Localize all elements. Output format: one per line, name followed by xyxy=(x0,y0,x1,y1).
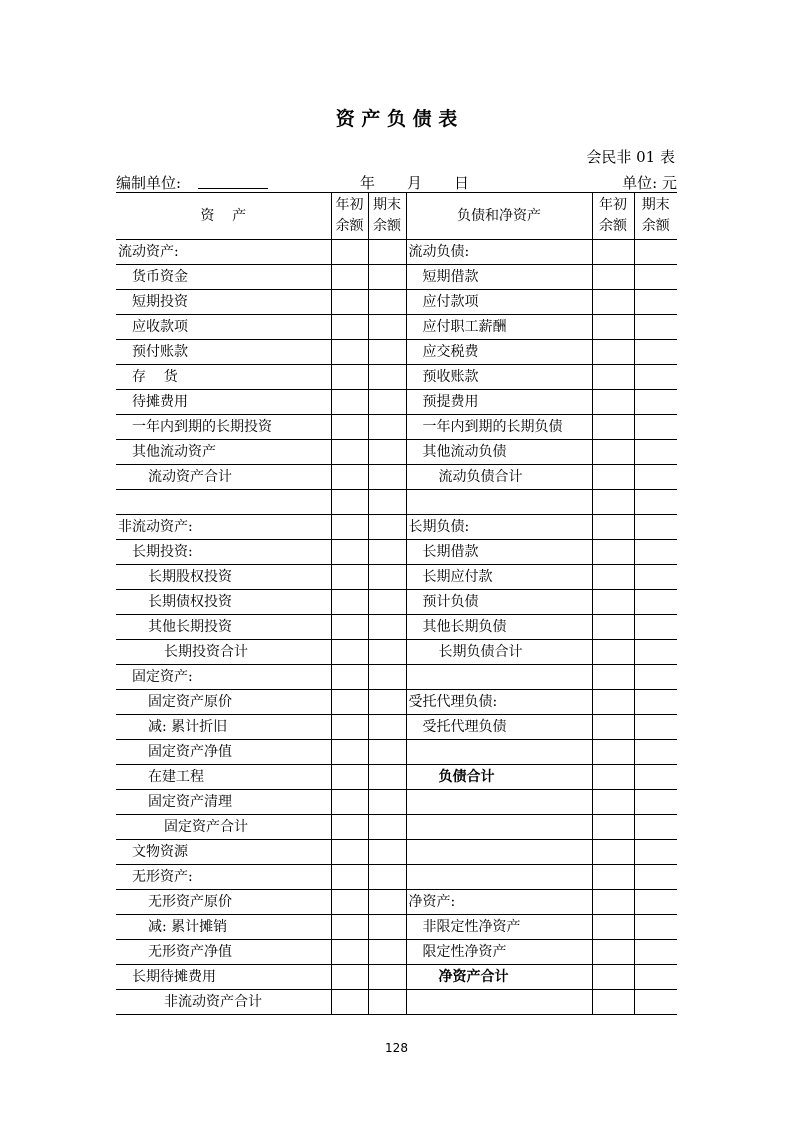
liability-begin-value[interactable] xyxy=(592,740,634,765)
liability-end-value[interactable] xyxy=(634,315,677,340)
liability-begin-value[interactable] xyxy=(592,590,634,615)
liability-end-value[interactable] xyxy=(634,240,677,265)
asset-begin-value[interactable] xyxy=(331,965,368,990)
page-title: 资 产 负 债 表 xyxy=(335,108,458,130)
liability-end-value[interactable] xyxy=(634,340,677,365)
asset-end-value[interactable] xyxy=(368,465,406,490)
asset-end-value[interactable] xyxy=(368,740,406,765)
table-row xyxy=(116,290,677,315)
table-row xyxy=(116,315,677,340)
asset-begin-value[interactable] xyxy=(331,890,368,915)
asset-begin-value[interactable] xyxy=(331,940,368,965)
table-row xyxy=(116,790,677,815)
asset-begin-value[interactable] xyxy=(331,565,368,590)
liability-item-label: 负债合计 xyxy=(406,765,592,790)
asset-end-value[interactable] xyxy=(368,690,406,715)
liability-end-value[interactable] xyxy=(634,565,677,590)
table-row xyxy=(116,915,677,940)
asset-end-value[interactable] xyxy=(368,515,406,540)
asset-begin-value[interactable] xyxy=(331,690,368,715)
liability-item-label xyxy=(406,815,592,840)
liability-begin-value[interactable] xyxy=(592,790,634,815)
liability-begin-value[interactable] xyxy=(592,415,634,440)
liability-begin-value[interactable] xyxy=(592,940,634,965)
asset-begin-value[interactable] xyxy=(331,840,368,865)
liability-end-value[interactable] xyxy=(634,865,677,890)
asset-item-label: 非流动资产合计 xyxy=(116,990,331,1015)
liability-end-value[interactable] xyxy=(634,590,677,615)
asset-begin-value[interactable] xyxy=(331,715,368,740)
asset-end-value[interactable] xyxy=(368,890,406,915)
liability-end-value[interactable] xyxy=(634,640,677,665)
table-row xyxy=(116,340,677,365)
table-row xyxy=(116,265,677,290)
table-row xyxy=(116,740,677,765)
asset-end-value[interactable] xyxy=(368,240,406,265)
liability-end-value[interactable] xyxy=(634,815,677,840)
liability-begin-value[interactable] xyxy=(592,390,634,415)
asset-end-value[interactable] xyxy=(368,590,406,615)
table-row xyxy=(116,615,677,640)
liability-item-label: 其他流动负债 xyxy=(406,440,592,465)
asset-end-value[interactable] xyxy=(368,840,406,865)
table-row xyxy=(116,965,677,990)
asset-begin-value[interactable] xyxy=(331,390,368,415)
liability-begin-value[interactable] xyxy=(592,340,634,365)
liability-item-label: 应付款项 xyxy=(406,290,592,315)
liability-end-value[interactable] xyxy=(634,890,677,915)
liability-end-value[interactable] xyxy=(634,540,677,565)
liability-begin-value[interactable] xyxy=(592,515,634,540)
form-number: 会民非 01 表 xyxy=(586,148,675,166)
asset-item-label: 无形资产净值 xyxy=(116,940,331,965)
liability-item-label: 长期应付款 xyxy=(406,565,592,590)
asset-begin-value[interactable] xyxy=(331,865,368,890)
liability-item-label: 净资产: xyxy=(406,890,592,915)
asset-item-label xyxy=(116,490,331,515)
liability-begin-value[interactable] xyxy=(592,540,634,565)
table-header xyxy=(116,193,677,240)
liability-end-value[interactable] xyxy=(634,790,677,815)
liability-begin-value[interactable] xyxy=(592,265,634,290)
asset-end-value[interactable] xyxy=(368,715,406,740)
header-asset-end: 期末 余额 xyxy=(368,193,406,240)
asset-begin-value[interactable] xyxy=(331,290,368,315)
liability-end-value[interactable] xyxy=(634,940,677,965)
table-row xyxy=(116,840,677,865)
liability-end-value[interactable] xyxy=(634,515,677,540)
liability-begin-value[interactable] xyxy=(592,915,634,940)
liability-item-label: 长期负债合计 xyxy=(406,640,592,665)
asset-item-label: 文物资源 xyxy=(116,840,331,865)
liability-begin-value[interactable] xyxy=(592,965,634,990)
asset-begin-value[interactable] xyxy=(331,815,368,840)
asset-end-value[interactable] xyxy=(368,390,406,415)
liability-end-value[interactable] xyxy=(634,665,677,690)
liability-end-value[interactable] xyxy=(634,390,677,415)
liability-item-label: 预提费用 xyxy=(406,390,592,415)
liability-begin-value[interactable] xyxy=(592,715,634,740)
asset-item-label: 非流动资产: xyxy=(116,515,331,540)
liability-begin-value[interactable] xyxy=(592,890,634,915)
liability-begin-value[interactable] xyxy=(592,815,634,840)
asset-item-label: 其他长期投资 xyxy=(116,615,331,640)
org-label: 编制单位: xyxy=(116,174,182,192)
asset-end-value[interactable] xyxy=(368,640,406,665)
liability-item-label: 净资产合计 xyxy=(406,965,592,990)
liability-begin-value[interactable] xyxy=(592,665,634,690)
asset-end-value[interactable] xyxy=(368,940,406,965)
asset-begin-value[interactable] xyxy=(331,790,368,815)
table-row xyxy=(116,540,677,565)
asset-item-label: 预付账款 xyxy=(116,340,331,365)
asset-item-label: 固定资产合计 xyxy=(116,815,331,840)
table-row xyxy=(116,565,677,590)
liability-begin-value[interactable] xyxy=(592,765,634,790)
asset-begin-value[interactable] xyxy=(331,315,368,340)
asset-begin-value[interactable] xyxy=(331,465,368,490)
liability-item-label: 受托代理负债 xyxy=(406,715,592,740)
asset-begin-value[interactable] xyxy=(331,915,368,940)
liability-begin-value[interactable] xyxy=(592,490,634,515)
liability-item-label: 应交税费 xyxy=(406,340,592,365)
asset-begin-value[interactable] xyxy=(331,665,368,690)
liability-item-label: 其他长期负债 xyxy=(406,615,592,640)
liability-item-label xyxy=(406,790,592,815)
asset-item-label: 长期债权投资 xyxy=(116,590,331,615)
asset-end-value[interactable] xyxy=(368,365,406,390)
liability-item-label: 长期负债: xyxy=(406,515,592,540)
asset-begin-value[interactable] xyxy=(331,640,368,665)
liability-end-value[interactable] xyxy=(634,440,677,465)
liability-end-value[interactable] xyxy=(634,990,677,1015)
table-row xyxy=(116,815,677,840)
liability-end-value[interactable] xyxy=(634,415,677,440)
year-label: 年 xyxy=(360,174,376,192)
asset-item-label: 应收款项 xyxy=(116,315,331,340)
liability-item-label: 短期借款 xyxy=(406,265,592,290)
asset-begin-value[interactable] xyxy=(331,240,368,265)
liability-end-value[interactable] xyxy=(634,740,677,765)
table-row xyxy=(116,465,677,490)
table-row xyxy=(116,240,677,265)
liability-begin-value[interactable] xyxy=(592,865,634,890)
table-row xyxy=(116,640,677,665)
month-label: 月 xyxy=(407,174,423,192)
asset-item-label: 待摊费用 xyxy=(116,390,331,415)
liability-item-label: 流动负债: xyxy=(406,240,592,265)
liability-begin-value[interactable] xyxy=(592,640,634,665)
asset-begin-value[interactable] xyxy=(331,440,368,465)
asset-end-value[interactable] xyxy=(368,340,406,365)
asset-item-label: 在建工程 xyxy=(116,765,331,790)
asset-item-label: 固定资产净值 xyxy=(116,740,331,765)
liability-begin-value[interactable] xyxy=(592,465,634,490)
liability-begin-value[interactable] xyxy=(592,615,634,640)
org-name-field[interactable] xyxy=(198,172,268,189)
table-row xyxy=(116,515,677,540)
asset-begin-value[interactable] xyxy=(331,265,368,290)
liability-end-value[interactable] xyxy=(634,915,677,940)
liability-item-label xyxy=(406,990,592,1015)
asset-end-value[interactable] xyxy=(368,615,406,640)
liability-item-label xyxy=(406,840,592,865)
asset-item-label: 长期股权投资 xyxy=(116,565,331,590)
liability-begin-value[interactable] xyxy=(592,290,634,315)
asset-end-value[interactable] xyxy=(368,990,406,1015)
asset-end-value[interactable] xyxy=(368,540,406,565)
balance-sheet-table xyxy=(116,192,677,1015)
liability-item-label: 应付职工薪酬 xyxy=(406,315,592,340)
liability-item-label: 一年内到期的长期负债 xyxy=(406,415,592,440)
header-liab-end: 期末 余额 xyxy=(634,193,677,240)
table-row xyxy=(116,715,677,740)
asset-item-label: 一年内到期的长期投资 xyxy=(116,415,331,440)
table-row xyxy=(116,940,677,965)
asset-begin-value[interactable] xyxy=(331,590,368,615)
table-row xyxy=(116,365,677,390)
asset-item-label: 无形资产: xyxy=(116,865,331,890)
currency-unit: 单位: 元 xyxy=(622,174,677,192)
liability-begin-value[interactable] xyxy=(592,690,634,715)
asset-end-value[interactable] xyxy=(368,315,406,340)
liability-begin-value[interactable] xyxy=(592,365,634,390)
asset-end-value[interactable] xyxy=(368,665,406,690)
asset-item-label: 其他流动资产 xyxy=(116,440,331,465)
asset-end-value[interactable] xyxy=(368,290,406,315)
asset-begin-value[interactable] xyxy=(331,740,368,765)
liability-end-value[interactable] xyxy=(634,490,677,515)
asset-item-label: 固定资产原价 xyxy=(116,690,331,715)
liability-item-label xyxy=(406,740,592,765)
liability-begin-value[interactable] xyxy=(592,240,634,265)
liability-end-value[interactable] xyxy=(634,290,677,315)
asset-end-value[interactable] xyxy=(368,915,406,940)
asset-item-label: 减: 累计摊销 xyxy=(116,915,331,940)
liability-item-label: 非限定性净资产 xyxy=(406,915,592,940)
asset-end-value[interactable] xyxy=(368,815,406,840)
asset-begin-value[interactable] xyxy=(331,415,368,440)
asset-item-label: 货币资金 xyxy=(116,265,331,290)
liability-end-value[interactable] xyxy=(634,840,677,865)
asset-begin-value[interactable] xyxy=(331,490,368,515)
asset-begin-value[interactable] xyxy=(331,990,368,1015)
table-row xyxy=(116,990,677,1015)
asset-item-label: 无形资产原价 xyxy=(116,890,331,915)
asset-begin-value[interactable] xyxy=(331,615,368,640)
liability-item-label: 受托代理负债: xyxy=(406,690,592,715)
day-label: 日 xyxy=(454,174,470,192)
table-row xyxy=(116,690,677,715)
day-field[interactable] xyxy=(422,176,454,193)
page-number: 128 xyxy=(385,1041,408,1055)
header-liabilities: 负债和净资产 xyxy=(406,193,592,240)
asset-item-label: 流动资产: xyxy=(116,240,331,265)
asset-end-value[interactable] xyxy=(368,490,406,515)
liability-item-label xyxy=(406,490,592,515)
table-row xyxy=(116,390,677,415)
asset-item-label: 短期投资 xyxy=(116,290,331,315)
liability-item-label: 长期借款 xyxy=(406,540,592,565)
liability-begin-value[interactable] xyxy=(592,565,634,590)
asset-end-value[interactable] xyxy=(368,765,406,790)
liability-end-value[interactable] xyxy=(634,365,677,390)
table-row xyxy=(116,865,677,890)
liability-item-label: 预计负债 xyxy=(406,590,592,615)
month-field[interactable] xyxy=(375,176,407,193)
table-row xyxy=(116,440,677,465)
header-asset-begin: 年初 余额 xyxy=(331,193,368,240)
org-unit-row xyxy=(116,172,677,192)
asset-item-label: 流动资产合计 xyxy=(116,465,331,490)
report-date xyxy=(324,172,469,193)
liability-begin-value[interactable] xyxy=(592,315,634,340)
table-row xyxy=(116,765,677,790)
asset-end-value[interactable] xyxy=(368,965,406,990)
liability-end-value[interactable] xyxy=(634,765,677,790)
liability-begin-value[interactable] xyxy=(592,440,634,465)
table-row xyxy=(116,490,677,515)
liability-begin-value[interactable] xyxy=(592,990,634,1015)
liability-item-label: 流动负债合计 xyxy=(406,465,592,490)
asset-begin-value[interactable] xyxy=(331,515,368,540)
asset-begin-value[interactable] xyxy=(331,365,368,390)
asset-end-value[interactable] xyxy=(368,440,406,465)
header-assets: 资 产 xyxy=(116,193,331,240)
liability-end-value[interactable] xyxy=(634,615,677,640)
asset-item-label: 固定资产: xyxy=(116,665,331,690)
asset-item-label: 长期待摊费用 xyxy=(116,965,331,990)
asset-end-value[interactable] xyxy=(368,265,406,290)
liability-end-value[interactable] xyxy=(634,690,677,715)
year-field[interactable] xyxy=(324,176,360,193)
asset-item-label: 长期投资合计 xyxy=(116,640,331,665)
liability-item-label xyxy=(406,665,592,690)
asset-item-label: 固定资产清理 xyxy=(116,790,331,815)
asset-end-value[interactable] xyxy=(368,790,406,815)
asset-end-value[interactable] xyxy=(368,415,406,440)
liability-item-label xyxy=(406,865,592,890)
liability-end-value[interactable] xyxy=(634,965,677,990)
table-row xyxy=(116,890,677,915)
table-row xyxy=(116,590,677,615)
liability-end-value[interactable] xyxy=(634,715,677,740)
asset-end-value[interactable] xyxy=(368,865,406,890)
liability-end-value[interactable] xyxy=(634,265,677,290)
table-row xyxy=(116,665,677,690)
table-row xyxy=(116,415,677,440)
liability-begin-value[interactable] xyxy=(592,840,634,865)
asset-begin-value[interactable] xyxy=(331,765,368,790)
asset-end-value[interactable] xyxy=(368,565,406,590)
header-liab-begin: 年初 余额 xyxy=(592,193,634,240)
asset-item-label: 长期投资: xyxy=(116,540,331,565)
asset-item-label: 减: 累计折旧 xyxy=(116,715,331,740)
liability-item-label: 限定性净资产 xyxy=(406,940,592,965)
asset-begin-value[interactable] xyxy=(331,340,368,365)
asset-item-label: 存 货 xyxy=(116,365,331,390)
asset-begin-value[interactable] xyxy=(331,540,368,565)
liability-end-value[interactable] xyxy=(634,465,677,490)
liability-item-label: 预收账款 xyxy=(406,365,592,390)
